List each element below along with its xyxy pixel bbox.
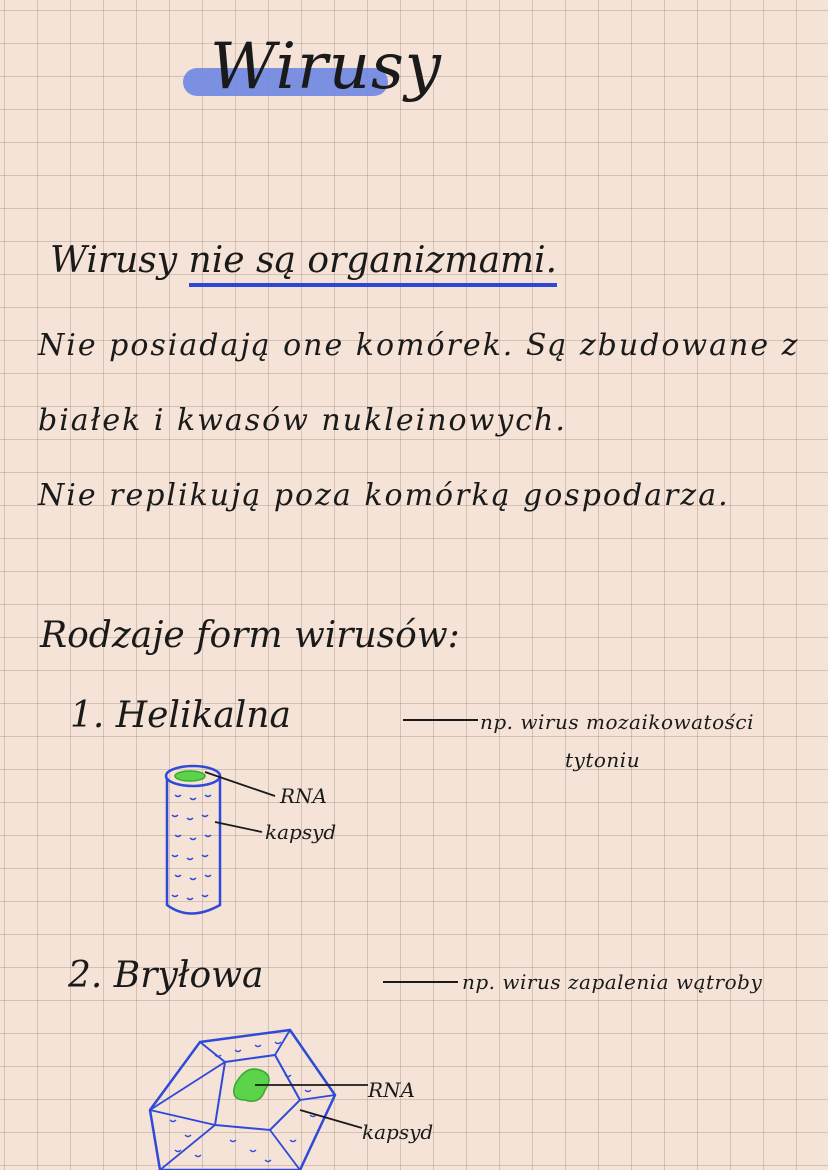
- intro-prefix: Wirusy: [50, 240, 178, 281]
- form-1-name: 1. Helikalna: [70, 695, 291, 736]
- body-line-2: białek i kwasów nukleinowych.: [38, 403, 567, 438]
- form-2-name: 2. Bryłowa: [68, 955, 264, 996]
- intro-highlight: nie są organizmami.: [189, 240, 558, 287]
- form-2-capsid-label: kapsyd: [362, 1120, 434, 1144]
- forms-heading: Rodzaje form wirusów:: [40, 615, 460, 656]
- helical-virus-illustration: [166, 766, 275, 914]
- page-title: Wirusy: [210, 30, 442, 104]
- form-1-example-cont: tytoniu: [565, 748, 641, 772]
- form-2-rna-label: RNA: [368, 1078, 416, 1102]
- polyhedral-virus-illustration: [150, 1030, 368, 1170]
- body-line-3: Nie replikują poza komórką gospodarza.: [38, 478, 730, 513]
- form-2-example: np. wirus zapalenia wątroby: [462, 970, 763, 994]
- body-line-1: Nie posiadają one komórek. Są zbudowane z: [38, 328, 800, 363]
- form-1-capsid-label: kapsyd: [265, 820, 337, 844]
- form-1-rna-label: RNA: [280, 784, 328, 808]
- form-1-example: np. wirus mozaikowatości: [480, 710, 754, 734]
